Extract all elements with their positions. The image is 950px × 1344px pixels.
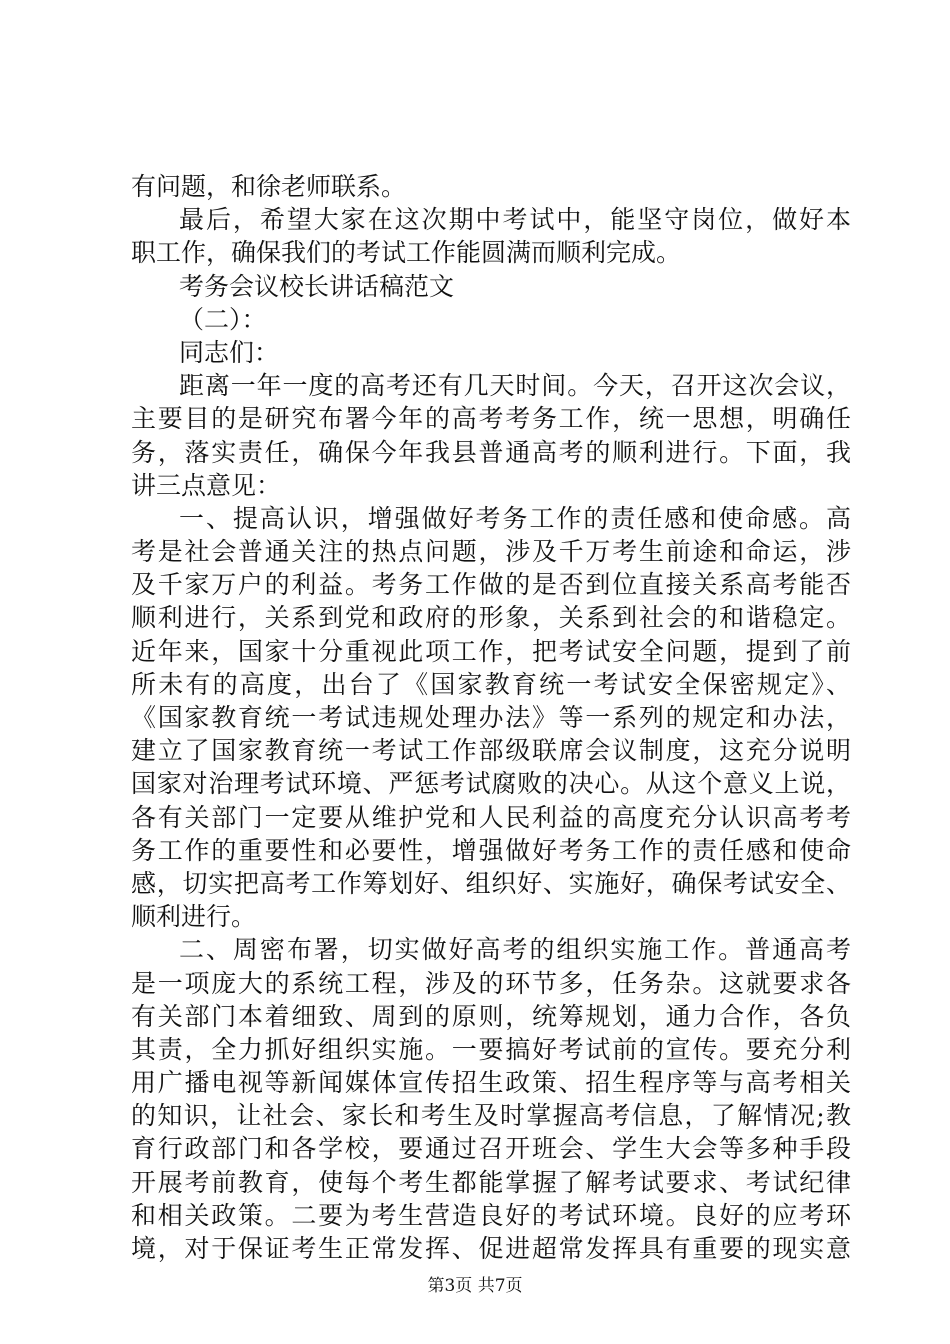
text-line: 最后，希望大家在这次期中考试中，能坚守岗位，做好本 xyxy=(179,205,851,235)
text-line: 考务会议校长讲话稿范文 xyxy=(179,271,455,301)
text-line: 有关部门本着细致、周到的原则，统筹规划，通力合作，各负 xyxy=(131,1001,851,1031)
text-line: 顺利进行，关系到党和政府的形象，关系到社会的和谐稳定。 xyxy=(131,603,851,633)
text-line: 同志们： xyxy=(179,337,280,367)
text-line: 近年来，国家十分重视此项工作，把考试安全问题，提到了前 xyxy=(131,636,851,666)
text-line: 所未有的高度，出台了《国家教育统一考试安全保密规定》、 xyxy=(131,669,851,699)
text-line: 开展考前教育，使每个考生都能掌握了解考试要求、考试纪律 xyxy=(131,1167,851,1197)
text-line: 国家对治理考试环境、严惩考试腐败的决心。从这个意义上说， xyxy=(131,769,851,799)
text-line: 务，落实责任，确保今年我县普通高考的顺利进行。下面，我 xyxy=(131,437,851,467)
text-line: （二）： xyxy=(179,304,267,334)
text-line: 建立了国家教育统一考试工作部级联席会议制度，这充分说明 xyxy=(131,736,851,766)
text-line: 二、周密布署，切实做好高考的组织实施工作。普通高考 xyxy=(179,935,851,965)
page-footer xyxy=(0,1275,950,1297)
text-line: 的知识，让社会、家长和考生及时掌握高考信息，了解情况;教 xyxy=(131,1101,851,1131)
text-line: 境，对于保证考生正常发挥、促进超常发挥具有重要的现实意 xyxy=(131,1234,851,1263)
text-line: 和相关政策。二要为考生营造良好的考试环境。良好的应考环 xyxy=(131,1200,851,1230)
text-line: 其责，全力抓好组织实施。一要搞好考试前的宣传。要充分利 xyxy=(131,1034,851,1064)
text-line: 距离一年一度的高考还有几天时间。今天，召开这次会议， xyxy=(179,371,851,401)
text-line: 及千家万户的利益。考务工作做的是否到位直接关系高考能否 xyxy=(131,570,851,600)
text-line: 主要目的是研究布署今年的高考考务工作，统一思想，明确任 xyxy=(131,404,851,434)
text-line: 一、提高认识，增强做好考务工作的责任感和使命感。高 xyxy=(179,503,851,533)
text-line: 是一项庞大的系统工程，涉及的环节多，任务杂。这就要求各 xyxy=(131,968,851,998)
text-line: 有问题，和徐老师联系。 xyxy=(131,172,407,201)
text-line: 各有关部门一定要从维护党和人民利益的高度充分认识高考考 xyxy=(131,802,851,832)
document-body xyxy=(131,170,851,1265)
text-line: 用广播电视等新闻媒体宣传招生政策、招生程序等与高考相关 xyxy=(131,1068,851,1098)
text-line: 讲三点意见： xyxy=(131,470,282,500)
text-line: 务工作的重要性和必要性，增强做好考务工作的责任感和使命 xyxy=(131,835,851,865)
text-line: 感，切实把高考工作筹划好、组织好、实施好，确保考试安全、 xyxy=(131,868,851,898)
text-line: 育行政部门和各学校，要通过召开班会、学生大会等多种手段 xyxy=(131,1134,851,1164)
text-line: 考是社会普通关注的热点问题，涉及千万考生前途和命运，涉 xyxy=(131,537,851,567)
page-number-label: 第3页 共7页 xyxy=(427,1276,523,1296)
text-line: 职工作，确保我们的考试工作能圆满而顺利完成。 xyxy=(131,238,682,268)
text-line: 顺利进行。 xyxy=(131,902,257,932)
text-line: 《国家教育统一考试违规处理办法》等一系列的规定和办法， xyxy=(131,703,851,732)
